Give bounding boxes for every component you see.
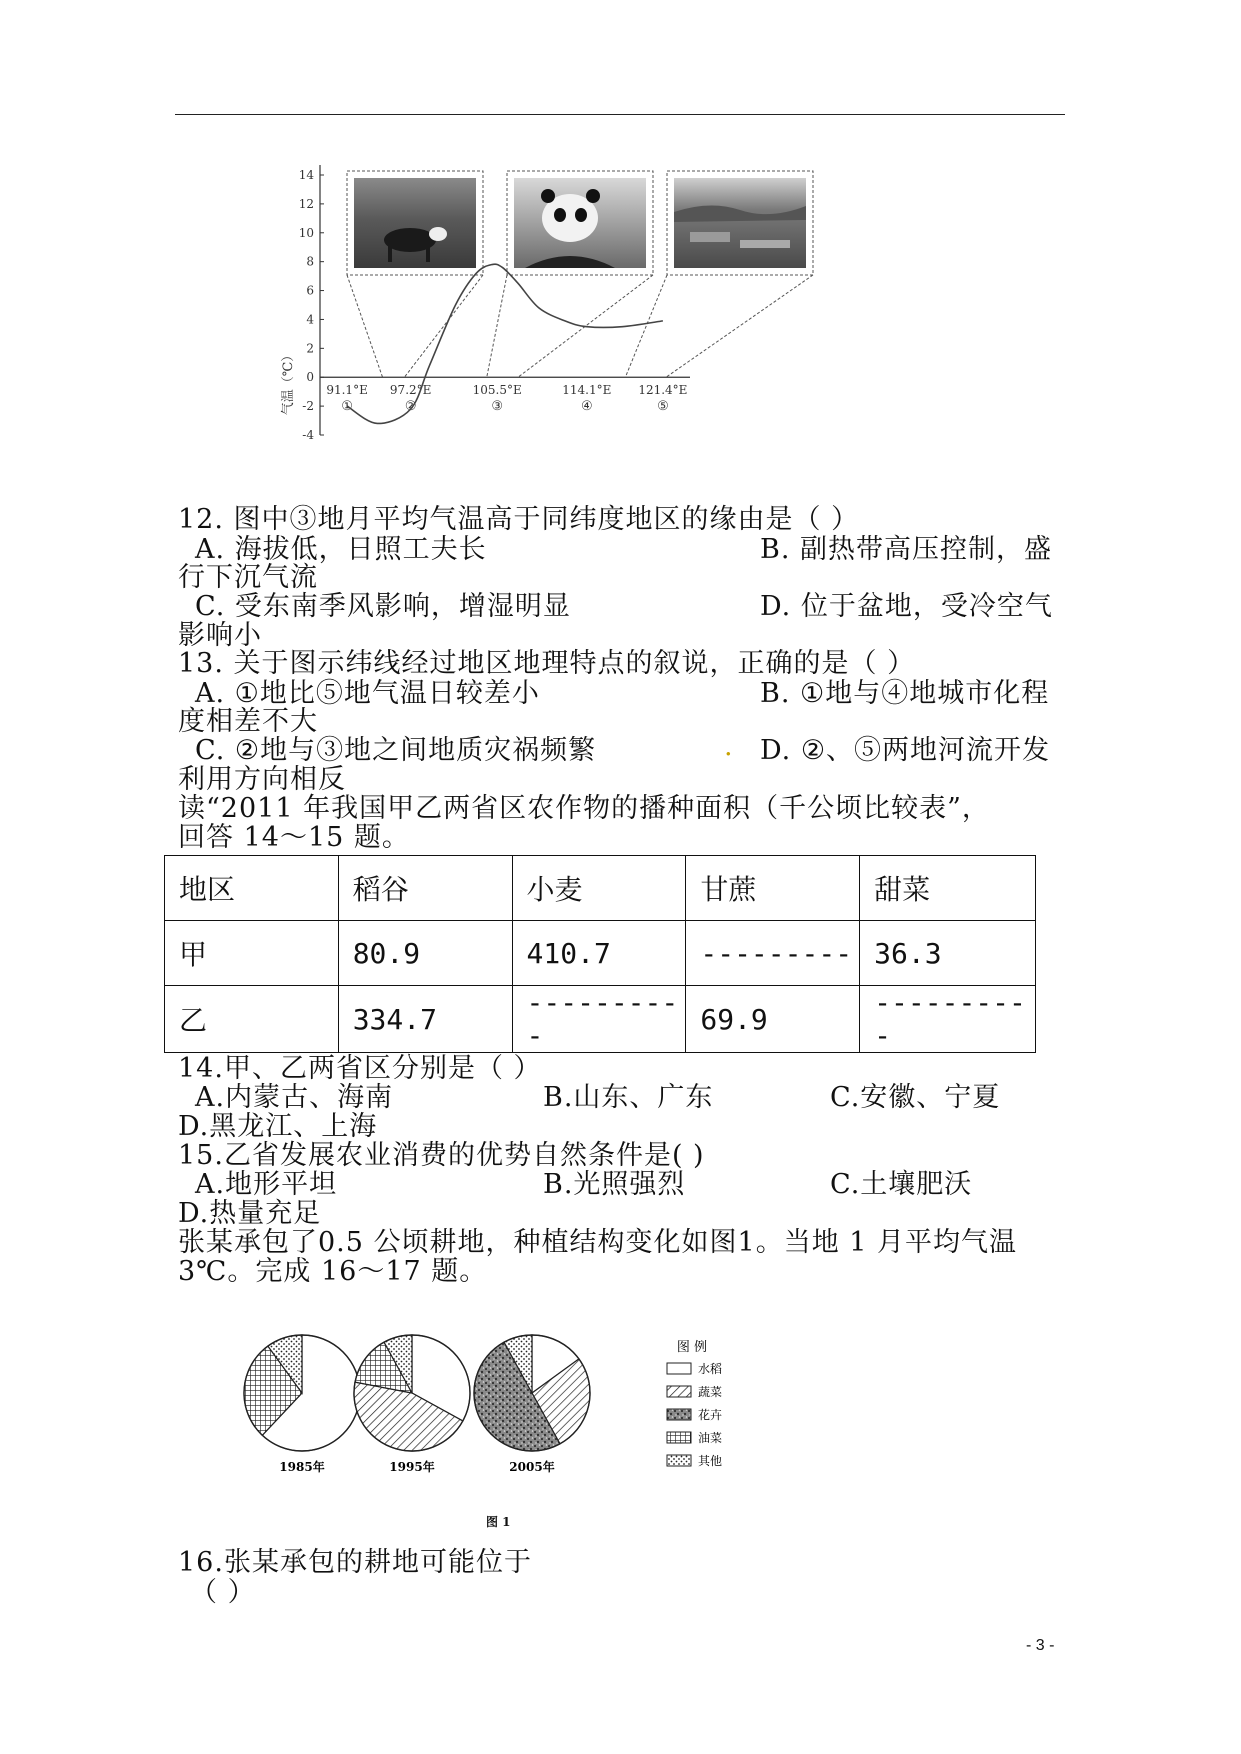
table-cell: 80.9 [338,921,512,986]
pie-year-label: 2005年 [509,1460,555,1474]
table-row [165,921,1036,986]
x-tick-label: 91.1°E [326,383,368,398]
q13-option-d[interactable]: D. ②、⑤两地河流开发 [760,735,1051,766]
x-tick-marker: ④ [580,399,593,415]
q14-option-d[interactable]: D.黑龙江、上海 [178,1111,378,1142]
q15-stem: 15.乙省发展农业消费的优势自然条件是( ) [178,1140,705,1171]
legend-label-rapeseed: 油菜 [698,1431,723,1445]
legend-label-vegetable: 蔬菜 [698,1385,723,1399]
table-header-cell: 稻谷 [338,856,512,921]
table-cell: 410.7 [512,921,686,986]
x-tick-marker: ② [404,399,417,415]
q12-option-d[interactable]: D. 位于盆地，受冷空气 [760,591,1053,622]
pie-legend [667,1340,722,1468]
landscape-photo [667,171,813,275]
q16-stem: 16.张某承包的耕地可能位于 [178,1547,532,1578]
x-tick-label: 97.2°E [389,383,432,398]
x-tick-marker: ① [341,399,353,415]
table-cell: 甲 [165,921,339,986]
x-tick-labels [326,383,687,414]
temperature-series-line [347,264,663,423]
figure-caption: 图 1 [486,1515,511,1529]
q15-option-a[interactable]: A.地形平坦 [195,1169,338,1200]
x-tick-label: 105.5°E [472,383,522,398]
q14-option-a[interactable]: A.内蒙古、海南 [195,1082,394,1113]
q12-option-b[interactable]: B. 副热带高压控制，盛 [760,534,1053,565]
header-rule [175,114,1065,115]
q12-option-c[interactable]: C. 受东南季风影响，增湿明显 [195,591,571,622]
panda-photo [507,171,653,275]
q12-option-d-cont: 影响小 [178,620,262,651]
table-cell: 36.3 [860,921,1036,986]
y-tick-label: 6 [306,283,314,298]
photo-connector-line [347,275,383,377]
pie-charts [244,1335,590,1474]
table-cell: 334.7 [338,986,512,1053]
y-tick-label: 2 [306,341,314,356]
table-cell: ---------- [512,986,686,1053]
intro14-line1: 读“2011 年我国甲乙两省区农作物的播种面积（千公顷比较表”， [178,793,990,824]
photo-connector-line [487,275,507,377]
q14-stem: 14.甲、乙两省区分别是（ ） [178,1053,542,1084]
table-cell: ---------- [860,986,1036,1053]
y-tick-label: 12 [298,196,314,211]
intro14-line2: 回答 14～15 题。 [178,822,410,853]
y-tick-label: 0 [306,370,314,385]
crop-area-table [164,855,1036,1053]
x-tick-label: 121.4°E [638,383,688,398]
pie-year-label: 1995年 [389,1460,435,1474]
legend-label-other: 其他 [698,1454,723,1468]
x-tick-marker: ③ [491,399,504,415]
stray-dot: . [724,731,734,762]
x-tick-marker: ⑤ [657,399,669,415]
page-number: - 3 - [1026,1637,1055,1654]
y-tick-label: 4 [306,312,314,327]
q14-option-b[interactable]: B.山东、广东 [543,1082,714,1113]
q15-option-b[interactable]: B.光照强烈 [543,1169,686,1200]
planting-structure-figure [240,1325,760,1525]
table-cell: 69.9 [686,986,860,1053]
table-cell: 乙 [165,986,339,1053]
table-header-row [165,856,1036,921]
table-header-cell: 甘蔗 [686,856,860,921]
legend-label-rice: 水稻 [698,1362,723,1376]
intro16-line2: 3℃。完成 16～17 题。 [178,1256,488,1287]
q13-option-b-cont: 度相差不大 [178,706,318,737]
table-header-cell: 地区 [165,856,339,921]
q12-option-b-cont: 行下沉气流 [178,562,318,593]
y-axis-label: 气温（℃） [281,348,296,416]
photo-connector-line [404,275,483,377]
y-tick-label: 8 [306,254,314,269]
q15-option-c[interactable]: C.土壤肥沃 [830,1169,973,1200]
table-header-cell: 小麦 [512,856,686,921]
legend-label-flower: 花卉 [698,1408,723,1422]
temperature-line-chart [270,160,830,500]
photo-connector-line [666,275,813,377]
q13-option-b[interactable]: B. ①地与④地城市化程 [760,678,1050,709]
q13-stem: 13. 关于图示纬线经过地区地理特点的叙说，正确的是（ ） [178,648,916,679]
intro16-line1: 张某承包了0.5 公顷耕地，种植结构变化如图1。当地 1 月平均气温 [178,1227,1018,1258]
y-tick-label: 14 [298,168,314,182]
legend-title: 图 例 [676,1340,708,1355]
q12-option-a[interactable]: A. 海拔低，日照工夫长 [195,534,487,565]
pie-year-label: 1985年 [279,1460,325,1474]
yak-photo [347,171,483,275]
q13-option-a[interactable]: A. ①地比⑤地气温日较差小 [195,678,540,709]
y-tick-label: -4 [302,428,314,442]
x-tick-label: 114.1°E [562,383,612,398]
q15-option-d[interactable]: D.热量充足 [178,1198,322,1229]
table-row [165,986,1036,1053]
q13-option-d-cont: 利用方向相反 [178,764,346,795]
y-tick-label: 10 [298,225,314,240]
table-cell: --------- [686,921,860,986]
y-tick-label: -2 [302,399,314,414]
table-header-cell: 甜菜 [860,856,1036,921]
q12-stem: 12. 图中③地月平均气温高于同纬度地区的缘由是（ ） [178,504,860,535]
q13-option-c[interactable]: C. ②地与③地之间地质灾祸频繁 [195,735,597,766]
q14-option-c[interactable]: C.安徽、宁夏 [830,1082,1001,1113]
q16-answer-paren: （ ） [190,1577,256,1608]
